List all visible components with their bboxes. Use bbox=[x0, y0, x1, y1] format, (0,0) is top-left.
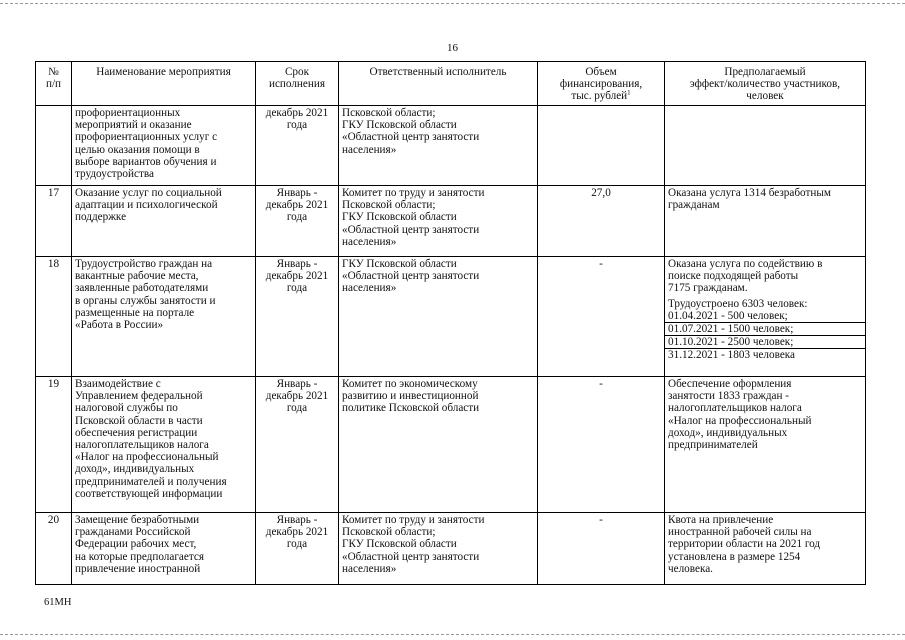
row-name: Замещение безработными гражданами Российской Федерации рабочих мест, на которые предполагается привлечение иностранной bbox=[72, 513, 256, 585]
row-funding: - bbox=[538, 377, 665, 513]
row-effect: Обеспечение оформления занятости 1833 граждан - налогоплательщиков налога «Налог на профессиональный доход», индивидуальных предпринимателей bbox=[665, 377, 866, 513]
header-effect: Предполагаемый эффект/количество участников, человек bbox=[665, 62, 866, 106]
table-row bbox=[36, 257, 866, 377]
footer-code: 61МН bbox=[44, 597, 72, 608]
row-funding: - bbox=[538, 513, 665, 585]
row-effect: Оказана услуга 1314 безработным гражданам bbox=[665, 186, 866, 257]
table-row bbox=[36, 377, 866, 513]
measures-table bbox=[35, 61, 866, 585]
row-executor: Комитет по экономическому развитию и инвестиционной политике Псковской области bbox=[339, 377, 538, 513]
row-term: Январь - декабрь 2021 года bbox=[256, 186, 339, 257]
row-num: 20 bbox=[36, 513, 72, 585]
row-name: профориентационных мероприятий и оказание профориентационных услуг с целью оказания помощи в выборе вариантов обучения и трудоустройства bbox=[72, 106, 256, 186]
row-term: Январь - декабрь 2021 года bbox=[256, 257, 339, 377]
page-number: 16 bbox=[447, 42, 458, 54]
row-num bbox=[36, 106, 72, 186]
row-term: Январь - декабрь 2021 года bbox=[256, 377, 339, 513]
row-effect: Квота на привлечение иностранной рабочей силы на территории области на 2021 год установлена в размере 1254 человека. bbox=[665, 513, 866, 585]
row-funding: - bbox=[538, 257, 665, 377]
row-term: Январь - декабрь 2021 года bbox=[256, 513, 339, 585]
table-row bbox=[36, 513, 866, 585]
row-name: Взаимодействие с Управлением федеральной налоговой службы по Псковской области в части обеспечения регистрации налогоплательщиков налога «Налог на профессиональный доход», индивидуальных предпринимателей и получения соответствующей информации bbox=[72, 377, 256, 513]
row-name: Оказание услуг по социальной адаптации и психологической поддержке bbox=[72, 186, 256, 257]
table-row bbox=[36, 106, 866, 186]
header-funding: Объем финансирования, тыс. рублей$^1$ bbox=[538, 62, 665, 106]
table-header-row bbox=[36, 62, 866, 106]
row-executor: ГКУ Псковской области «Областной центр занятости населения» bbox=[339, 257, 538, 377]
row-name: Трудоустройство граждан на вакантные рабочие места, заявленные работодателями в органы службы занятости и размещенные на портале «Работа в России» bbox=[72, 257, 256, 377]
page-top-edge bbox=[0, 3, 905, 4]
row-executor: Комитет по труду и занятости Псковской области; ГКУ Псковской области «Областной центр занятости населения» bbox=[339, 186, 538, 257]
row-term: декабрь 2021 года bbox=[256, 106, 339, 186]
row-effect bbox=[665, 106, 866, 186]
row-effect: Оказана услуга по содействию в поиске подходящей работы 7175 гражданам. Трудоустроено 6303 человек: 01.04.2021 - 500 человек; 01.07.2021 - 1500 человек; 01.10.2021 - 2500 человек; 31.12.2021 - 1803 человека bbox=[665, 257, 866, 377]
table-row bbox=[36, 186, 866, 257]
header-num: № п/п bbox=[36, 62, 72, 106]
row-executor: Псковской области; ГКУ Псковской области «Областной центр занятости населения» bbox=[339, 106, 538, 186]
header-executor: Ответственный исполнитель bbox=[339, 62, 538, 106]
row-funding bbox=[538, 106, 665, 186]
footnote-mark: 1 bbox=[627, 90, 631, 97]
row-executor: Комитет по труду и занятости Псковской области; ГКУ Псковской области «Областной центр занятости населения» bbox=[339, 513, 538, 585]
row-num: 18 bbox=[36, 257, 72, 377]
row-num: 19 bbox=[36, 377, 72, 513]
header-term: Срок исполнения bbox=[256, 62, 339, 106]
row-funding: 27,0 bbox=[538, 186, 665, 257]
row-num: 17 bbox=[36, 186, 72, 257]
page-bottom-edge bbox=[0, 634, 905, 635]
header-name: Наименование мероприятия bbox=[72, 62, 256, 106]
